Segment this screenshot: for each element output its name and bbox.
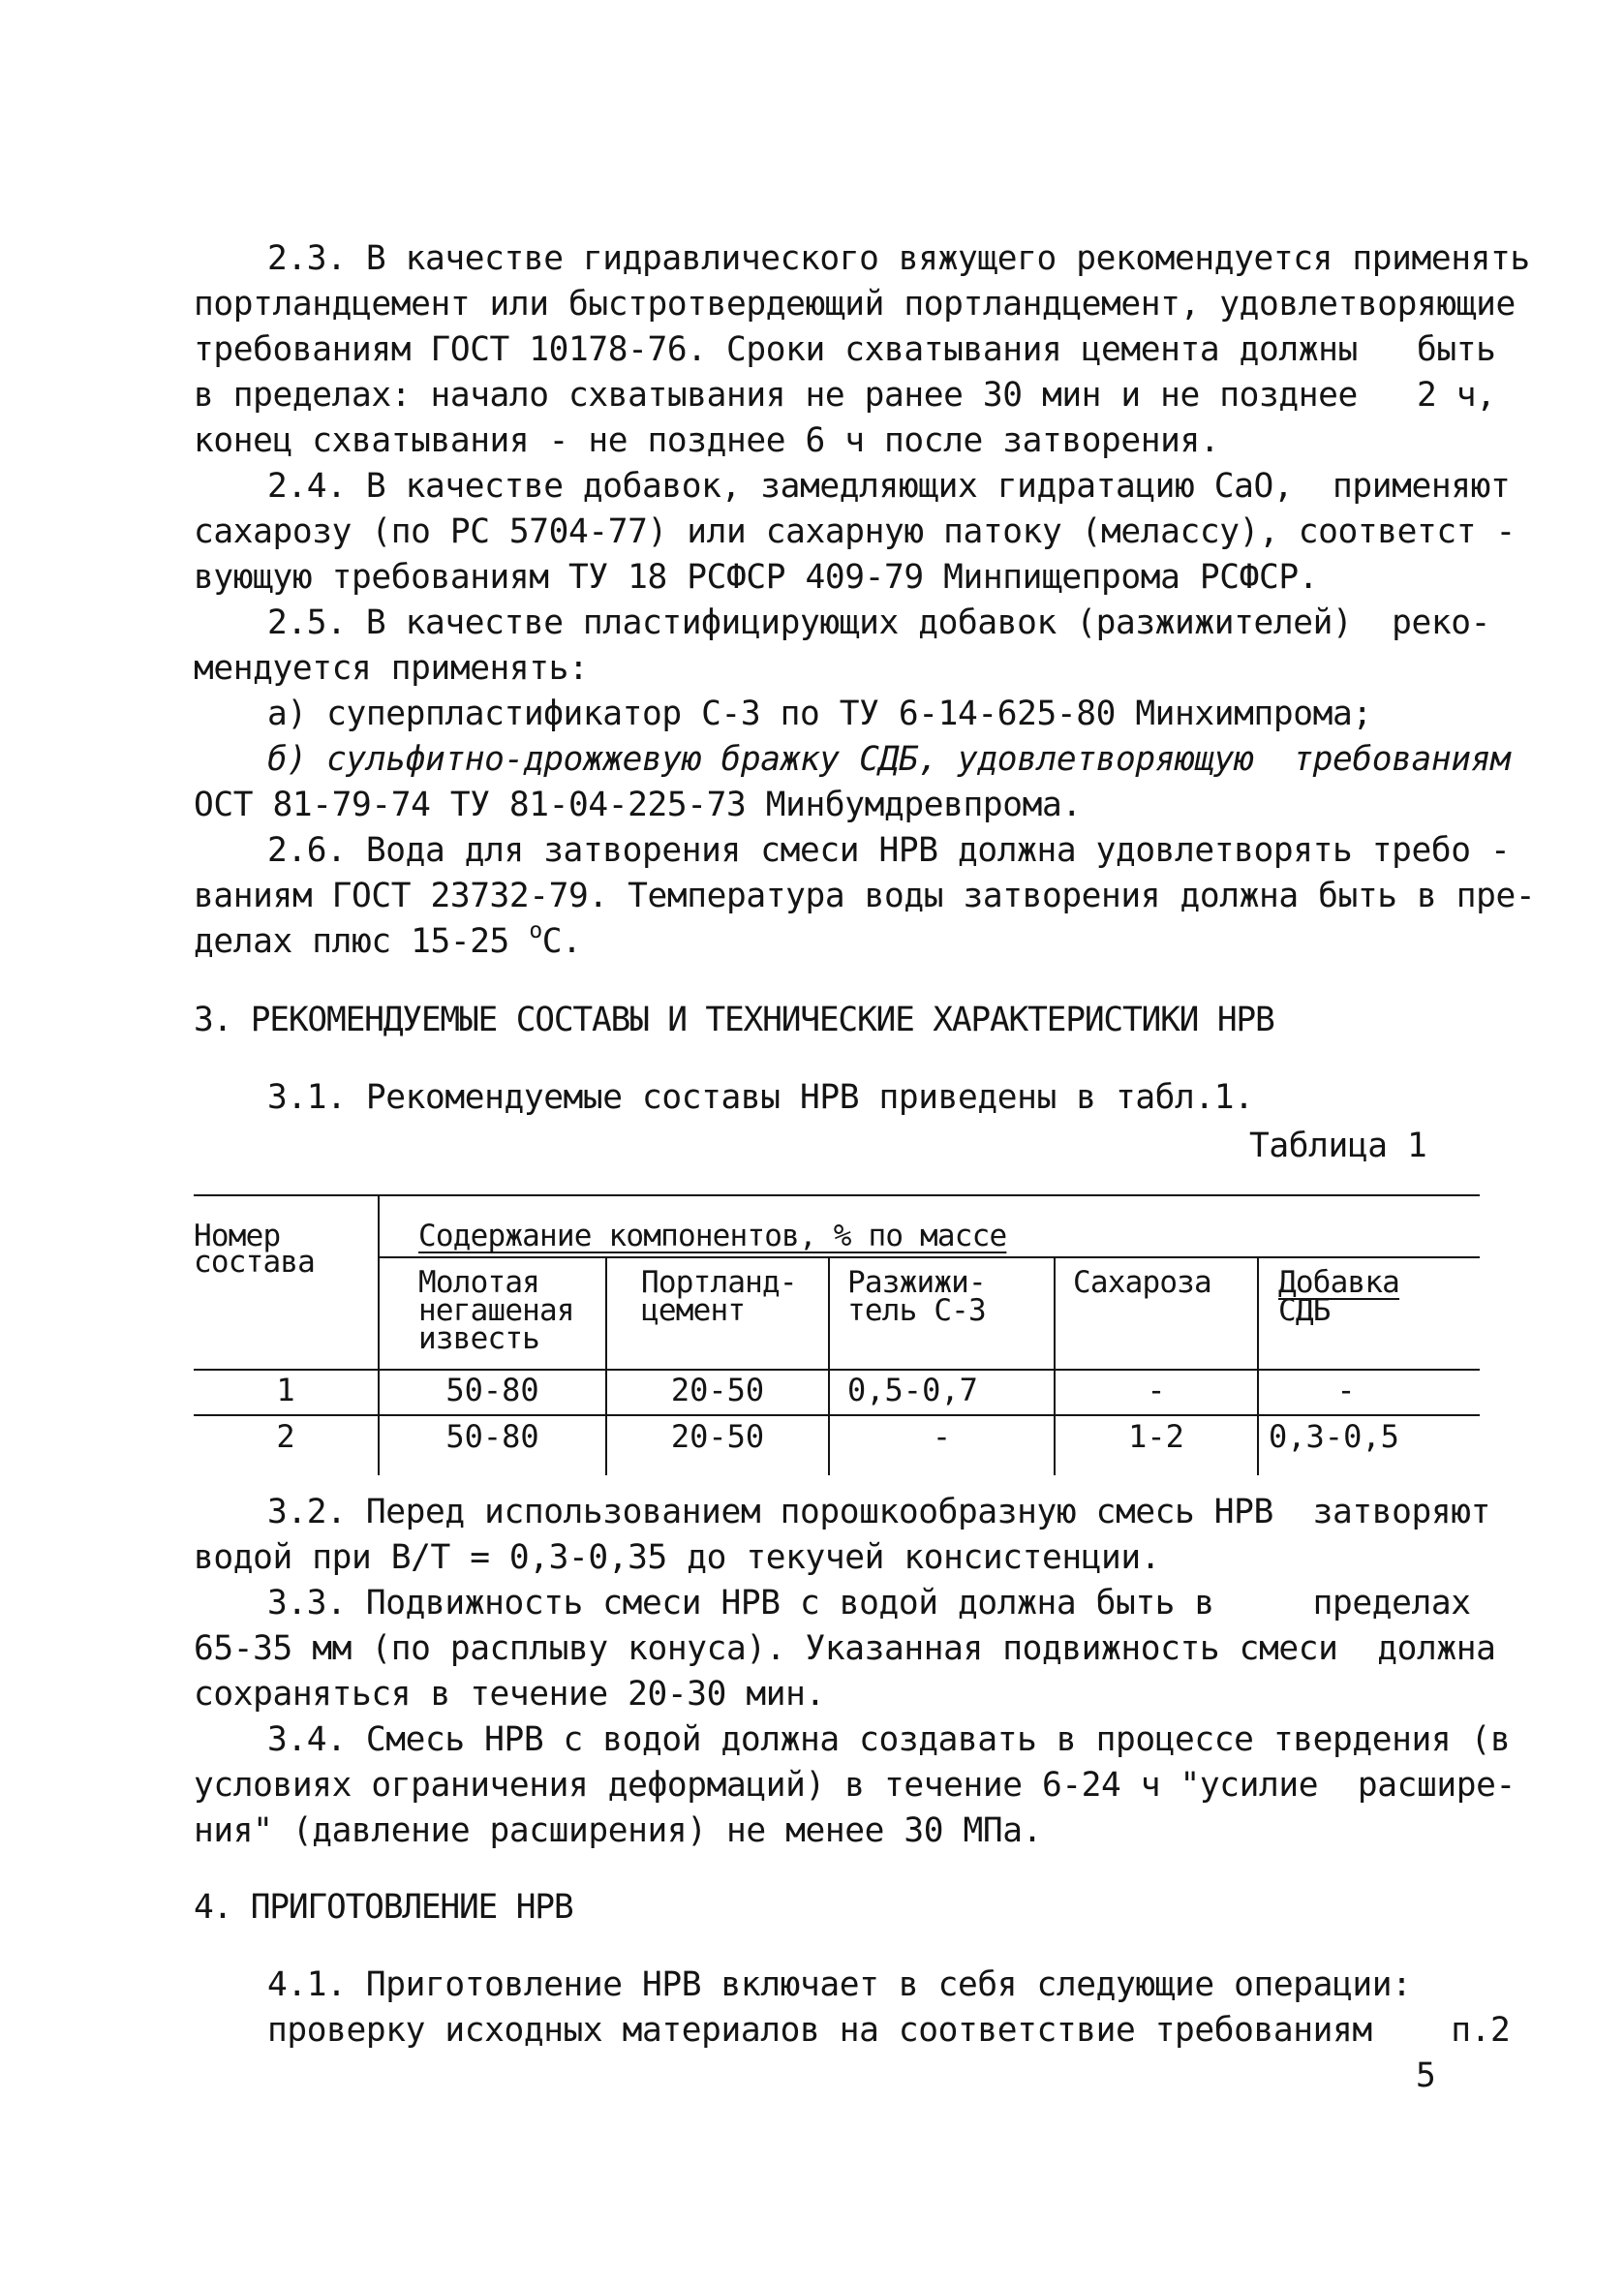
paragraph-2-5-line-2: мендуется применять:	[194, 649, 589, 688]
paragraph-2-5-item-b: б) сульфитно-дрожжевую бражку СДБ, удовлетворяющую требованиям	[267, 740, 1511, 779]
table-header-cement-1: Портланд-	[641, 1265, 797, 1300]
table-group-header: Содержание компонентов, % по массе	[418, 1219, 1007, 1253]
table-row-1-sucrose: -	[1147, 1372, 1166, 1408]
paragraph-3-2-line-1: 3.2. Перед использованием порошкообразную смесь НРВ затворяют	[267, 1493, 1490, 1531]
table-header-rule	[194, 1369, 1480, 1371]
paragraph-2-3-line-5: конец схватывания - не позднее 6 ч после затворения.	[194, 421, 1220, 460]
table-row-1-number: 1	[276, 1372, 295, 1408]
paragraph-3-4-line-2: условиях ограничения деформаций) в течение 6-24 ч "усилие расшире-	[194, 1766, 1516, 1805]
table-row-1-sdb: -	[1336, 1372, 1356, 1408]
paragraph-2-4-line-2: сахарозу (по РС 5704-77) или сахарную патоку (мелассу), соответст -	[194, 512, 1516, 551]
table-header-sdb-1: Добавка	[1278, 1265, 1400, 1300]
table-row-2-sucrose: 1-2	[1128, 1418, 1184, 1455]
paragraph-2-5-item-a: а) суперпластификатор С-3 по ТУ 6-14-625-80 Минхимпрома;	[267, 695, 1372, 733]
table-row-2-number: 2	[276, 1418, 295, 1455]
paragraph-2-3-line-3: требованиям ГОСТ 10178-76. Сроки схватывания цемента должны быть	[194, 330, 1496, 369]
paragraph-3-3-line-3: сохраняться в течение 20-30 мин.	[194, 1675, 825, 1714]
table-row-2-lime: 50-80	[445, 1418, 539, 1455]
table-row-2-cement: 20-50	[670, 1418, 765, 1455]
table-header-cement-2: цемент	[641, 1293, 746, 1328]
paragraph-2-5-line-1: 2.5. В качестве пластифицирующих добавок (разжижителей) реко-	[267, 603, 1490, 642]
table-header-lime-2: негашеная	[418, 1293, 574, 1328]
table-header-sdb-2: СДБ	[1278, 1293, 1331, 1328]
paragraph-2-4-line-3: вующую требованиям ТУ 18 РСФСР 409-79 Минпищепрома РСФСР.	[194, 558, 1319, 597]
paragraph-3-4-line-1: 3.4. Смесь НРВ с водой должна создавать в процессе твердения (в	[267, 1720, 1511, 1759]
degree-mark: о	[529, 918, 542, 943]
table-row-2-plasticizer: -	[932, 1418, 952, 1455]
page-number: 5	[1416, 2056, 1436, 2095]
table-header-lime-3: известь	[418, 1321, 540, 1356]
table-row-1-plasticizer: 0,5-0,7	[847, 1372, 978, 1408]
table-header-sucrose: Сахароза	[1073, 1265, 1211, 1300]
section-4-title: 4. ПРИГОТОВЛЕНИЕ НРВ	[194, 1888, 573, 1927]
table-row-1-cement: 20-50	[670, 1372, 765, 1408]
table-row-1-lime: 50-80	[445, 1372, 539, 1408]
table-top-rule	[194, 1194, 1480, 1196]
table-row-rule	[194, 1414, 1480, 1416]
table-header-plasticizer-1: Разжижи-	[847, 1265, 986, 1300]
paragraph-2-5-line-5: ОСТ 81-79-74 ТУ 81-04-225-73 Минбумдревпрома.	[194, 786, 1082, 824]
paragraph-2-6-line-2: ваниям ГОСТ 23732-79. Температура воды затворения должна быть в пре-	[194, 877, 1536, 915]
paragraph-4-1-line-2: проверку исходных материалов на соответствие требованиям п.2	[267, 2011, 1511, 2050]
paragraph-2-6-unit: С.	[541, 922, 582, 961]
section-3-title: 3. РЕКОМЕНДУЕМЫЕ СОСТАВЫ И ТЕХНИЧЕСКИЕ ХАРАКТЕРИСТИКИ НРВ	[194, 1001, 1274, 1039]
paragraph-2-3-line-1: 2.3. В качестве гидравлического вяжущего рекомендуется применять	[267, 239, 1530, 278]
paragraph-2-6-text: делах плюс 15-25	[194, 922, 530, 961]
paragraph-3-1: 3.1. Рекомендуемые составы НРВ приведены в табл.1.	[267, 1078, 1254, 1117]
table-col0-header-line-2: состава	[194, 1245, 316, 1280]
paragraph-2-4-line-1: 2.4. В качестве добавок, замедляющих гидратацию СаО, применяют	[267, 467, 1511, 506]
paragraph-2-3-line-4: в пределах: начало схватывания не ранее 30 мин и не позднее 2 ч,	[194, 376, 1496, 415]
paragraph-3-2-line-2: водой при В/Т = 0,3-0,35 до текучей консистенции.	[194, 1538, 1161, 1577]
paragraph-3-3-line-1: 3.3. Подвижность смеси НРВ с водой должна быть в пределах	[267, 1584, 1471, 1623]
table-header-lime-1: Молотая	[418, 1265, 540, 1300]
table-group-rule	[380, 1256, 1480, 1258]
table-row-2-sdb: 0,3-0,5	[1269, 1418, 1399, 1455]
paragraph-2-6-line-1: 2.6. Вода для затворения смеси НРВ должна удовлетворять требо -	[267, 831, 1511, 870]
paragraph-4-1-line-1: 4.1. Приготовление НРВ включает в себя следующие операции:	[267, 1965, 1412, 2004]
paragraph-3-3-line-2: 65-35 мм (по расплыву конуса). Указанная подвижность смеси должна	[194, 1629, 1496, 1668]
paragraph-2-6-line-3	[194, 919, 582, 964]
paragraph-3-4-line-3: ния" (давление расширения) не менее 30 МПа.	[194, 1811, 1042, 1850]
table-label: Таблица 1	[1249, 1127, 1427, 1165]
paragraph-2-3-line-2: портландцемент или быстротвердеющий портландцемент, удовлетворяющие	[194, 285, 1516, 324]
table-header-plasticizer-2: тель С-3	[847, 1293, 986, 1328]
table-col0-header-line-1: Номер	[194, 1219, 281, 1253]
